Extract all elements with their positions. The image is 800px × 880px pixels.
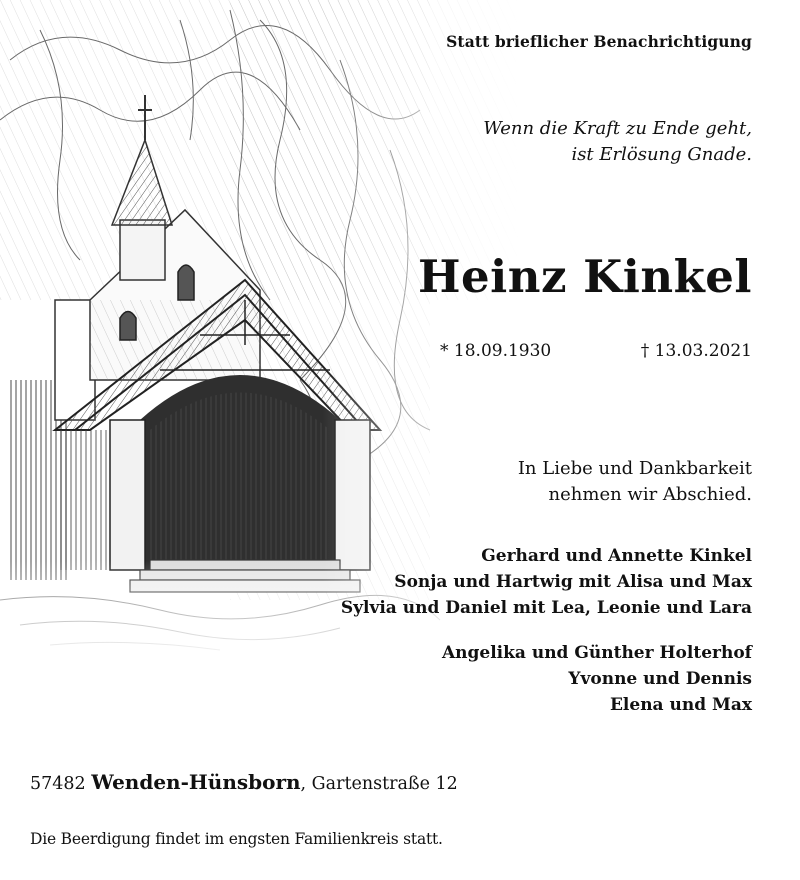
memorial-quote (483, 116, 752, 168)
farewell-line-1: In Liebe und Dankbarkeit (517, 458, 752, 479)
quote-line-2: ist Erlösung Gnade. (571, 144, 752, 165)
death-date: † 13.03.2021 (640, 341, 752, 361)
farewell-line-2: nehmen wir Abschied. (548, 484, 752, 505)
mourner-line: Angelika und Günther Holterhof (441, 643, 752, 663)
city: Wenden-Hünsborn (91, 770, 301, 794)
mourner-line: Yvonne und Dennis (568, 669, 752, 689)
mourners-group-2 (442, 640, 752, 718)
mourner-line: Sylvia und Daniel mit Lea, Leonie und Lara (340, 598, 752, 618)
header-note: Statt brieflicher Benachrichtigung (446, 32, 752, 51)
farewell-text (518, 456, 752, 508)
quote-line-1: Wenn die Kraft zu Ende geht, (483, 118, 752, 139)
mourner-line: Sonja und Hartwig mit Alisa und Max (394, 572, 752, 592)
deceased-name: Heinz Kinkel (417, 250, 752, 303)
mourner-line: Gerhard und Annette Kinkel (481, 546, 752, 566)
address (30, 770, 458, 794)
birth-date: * 18.09.1930 (440, 341, 552, 361)
street: , Gartenstraße 12 (300, 774, 458, 794)
mourner-line: Elena und Max (609, 695, 752, 715)
mourners-group-1 (341, 543, 752, 621)
postal-code: 57482 (30, 774, 86, 794)
funeral-note: Die Beerdigung findet im engsten Familienkreis statt. (30, 830, 443, 848)
